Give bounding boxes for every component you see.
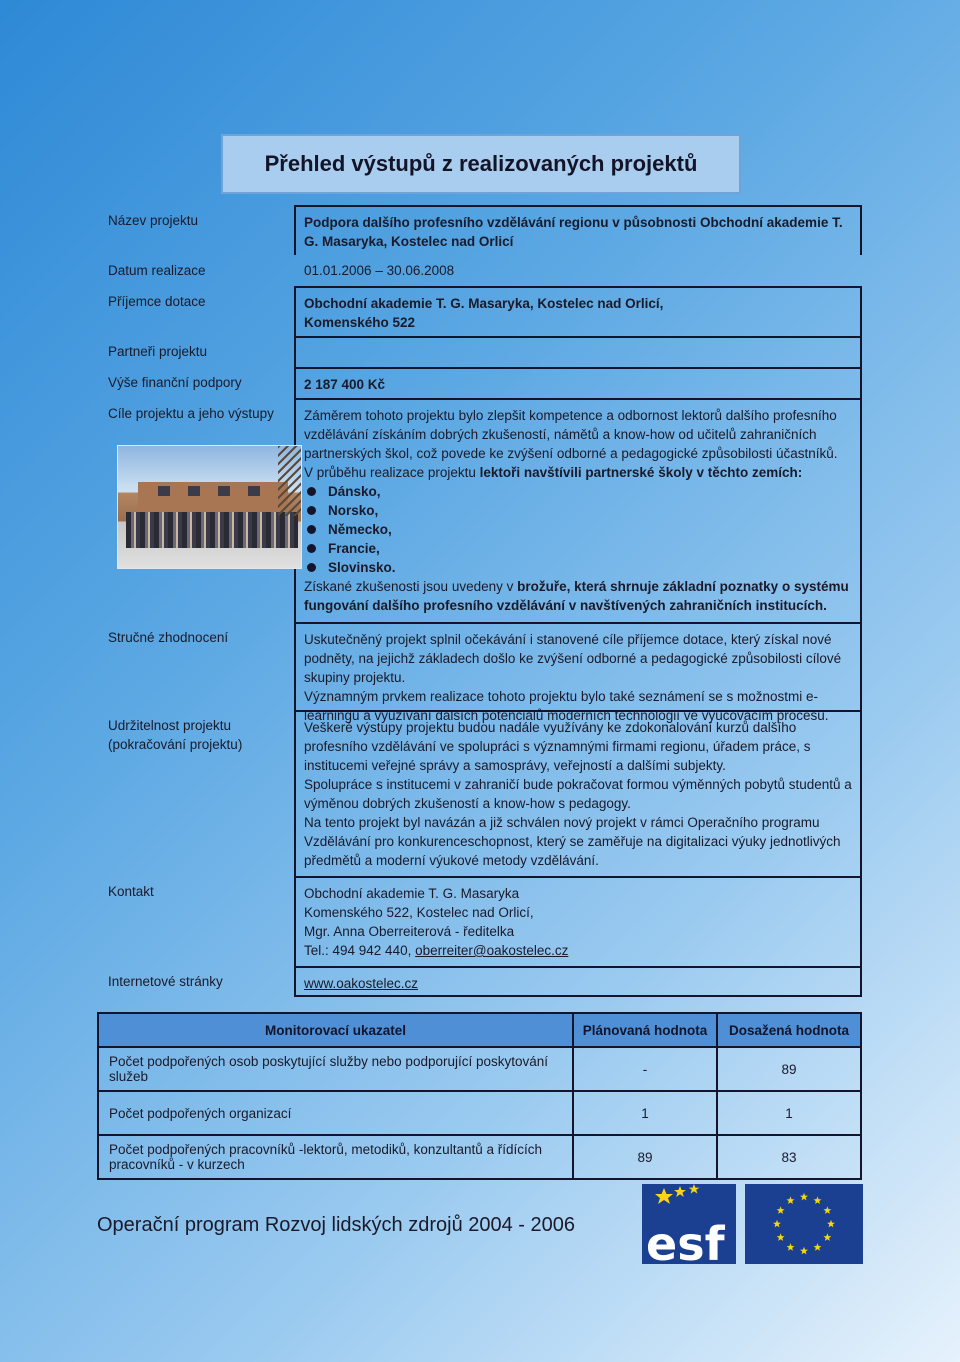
country-item: Slovinsko.	[304, 558, 852, 577]
school-group-photo	[117, 445, 302, 569]
website-link[interactable]: www.oakostelec.cz	[304, 976, 419, 991]
value-project-name: Podpora dalšího profesního vzdělávání regionu v působnosti Obchodní akademie T. G. Masaryka, Kostelec nad Orlicí	[294, 205, 862, 255]
monitoring-table	[97, 1012, 862, 1180]
header-achieved: Dosažená hodnota	[717, 1013, 861, 1047]
goals-result: Získané zkušenosti jsou uvedeny v brožuře, která shrnuje základní poznatky o systému fungování dalšího profesního vzdělávání v navštívených zahraničních institucích.	[304, 579, 849, 613]
summary-p1: Uskutečněný projekt splnil očekávání i stanovené cíle příjemce dotace, který získal nové podněty, na jejichž základech došlo ke zvýšení odborné a pedagogické způsobilosti cílové skupiny projektu.	[304, 632, 842, 685]
table-row	[98, 1091, 861, 1135]
value-goals	[294, 398, 862, 622]
planned-cell: 89	[573, 1135, 717, 1179]
row-recipient	[97, 286, 862, 336]
row-project-name	[97, 205, 862, 255]
country-item: Německo,	[304, 520, 852, 539]
label-summary: Stručné zhodnocení	[108, 630, 229, 645]
row-contact	[97, 876, 862, 966]
value-web	[294, 966, 862, 997]
planned-cell: 1	[573, 1091, 717, 1135]
value-contact: Obchodní akademie T. G. Masaryka Komenského 522, Kostelec nad Orlicí, Mgr. Anna Oberreiterová - ředitelka Tel.: 494 942 440, oberreiter@oakostelec.cz	[294, 876, 862, 966]
row-summary	[97, 622, 862, 723]
indicator-cell: Počet podpořených pracovníků -lektorů, metodiků, konzultantů a řídících pracovníků - v kurzech	[98, 1135, 573, 1179]
achieved-cell: 89	[717, 1047, 861, 1091]
program-footer: Operační program Rozvoj lidských zdrojů 2004 - 2006	[97, 1214, 576, 1236]
sustain-p1: Veškeré výstupy projektu budou nadále využívány ke zdokonalování kurzů dalšího profesního vzdělávání ve spolupráci s významnými firmami regionu, úřadem práce, s institucemi veřejné správy a samosprávy, veřejností a dalšími subjekty.	[304, 720, 811, 773]
label-date: Datum realizace	[108, 263, 206, 278]
country-item: Norsko,	[304, 501, 852, 520]
label-funding: Výše finanční podpory	[108, 375, 242, 390]
row-partners	[97, 336, 862, 367]
table-row	[98, 1047, 861, 1091]
email-link[interactable]: oberreiter@oakostelec.cz	[415, 943, 569, 958]
eu-flag-icon	[745, 1184, 863, 1264]
row-goals	[97, 398, 862, 622]
value-summary	[294, 622, 862, 723]
sustain-p2: Spolupráce s institucemi v zahraničí bude pokračovat formou výměnných pobytů studentů a výměnou dobrých zkušeností a know-how s pedagogy.	[304, 777, 852, 811]
label-goals-col	[97, 398, 294, 622]
goals-visits: V průběhu realizace projektu lektoři navštívili partnerské školy v těchto zemích:	[304, 465, 803, 480]
row-date	[97, 255, 862, 286]
monitoring-header-row	[98, 1013, 861, 1047]
achieved-cell: 1	[717, 1091, 861, 1135]
value-recipient	[294, 286, 862, 336]
row-sustainability	[97, 710, 862, 876]
recipient-line2: Komenského 522	[304, 315, 416, 330]
value-sustainability	[294, 710, 862, 876]
esf-logo-text: esf	[646, 1217, 725, 1264]
sustain-p3: Na tento projekt byl navázán a již schválen nový projekt v rámci Operačního programu Vzdělávání pro konkurenceschopnost, který se zaměřuje na digitalizaci výuky jednotlivých předmětů a moderní výukové metody vzdělávání.	[304, 815, 841, 868]
label-web: Internetové stránky	[108, 974, 223, 989]
country-item: Dánsko,	[304, 482, 852, 501]
indicator-cell: Počet podpořených organizací	[98, 1091, 573, 1135]
indicator-cell: Počet podpořených osob poskytující služby nebo podporující poskytování služeb	[98, 1047, 573, 1091]
header-planned: Plánovaná hodnota	[573, 1013, 717, 1047]
label-contact: Kontakt	[108, 884, 154, 899]
project-info-table	[97, 205, 862, 997]
label-recipient: Příjemce dotace	[108, 294, 206, 309]
label-project-name: Název projektu	[108, 213, 199, 228]
label-goals: Cíle projektu a jeho výstupy	[108, 406, 274, 421]
goals-intro: Záměrem tohoto projektu bylo zlepšit kompetence a odbornost lektorů dalšího profesního vzdělávání získáním dobrých zkušeností, námětů a know-how od učitelů zahraničních partnerských škol, což povede ke zvýšení odborné a pedagogické způsobilosti účastníků.	[304, 408, 838, 461]
value-partners	[294, 336, 862, 367]
table-row	[98, 1135, 861, 1179]
row-web	[97, 966, 862, 997]
summary-p2: Významným prvkem realizace tohoto projektu bylo také seznámení se s možnostmi e-learningu a využívání dalších potenciálů moderních technologií ve vyučovacím procesu.	[304, 689, 829, 723]
achieved-cell: 83	[717, 1135, 861, 1179]
value-funding: 2 187 400 Kč	[294, 367, 862, 398]
esf-logo	[642, 1184, 736, 1264]
countries-list	[304, 482, 852, 577]
value-date: 01.01.2006 – 30.06.2008	[304, 263, 455, 278]
page-title: Přehled výstupů z realizovaných projektů	[221, 134, 741, 194]
label-sustainability: Udržitelnost projektu (pokračování projektu)	[108, 718, 243, 752]
planned-cell: -	[573, 1047, 717, 1091]
country-item: Francie,	[304, 539, 852, 558]
recipient-line1: Obchodní akademie T. G. Masaryka, Kostelec nad Orlicí,	[304, 296, 664, 311]
header-indicator: Monitorovací ukazatel	[98, 1013, 573, 1047]
label-partners: Partneři projektu	[108, 344, 208, 359]
row-funding	[97, 367, 862, 398]
